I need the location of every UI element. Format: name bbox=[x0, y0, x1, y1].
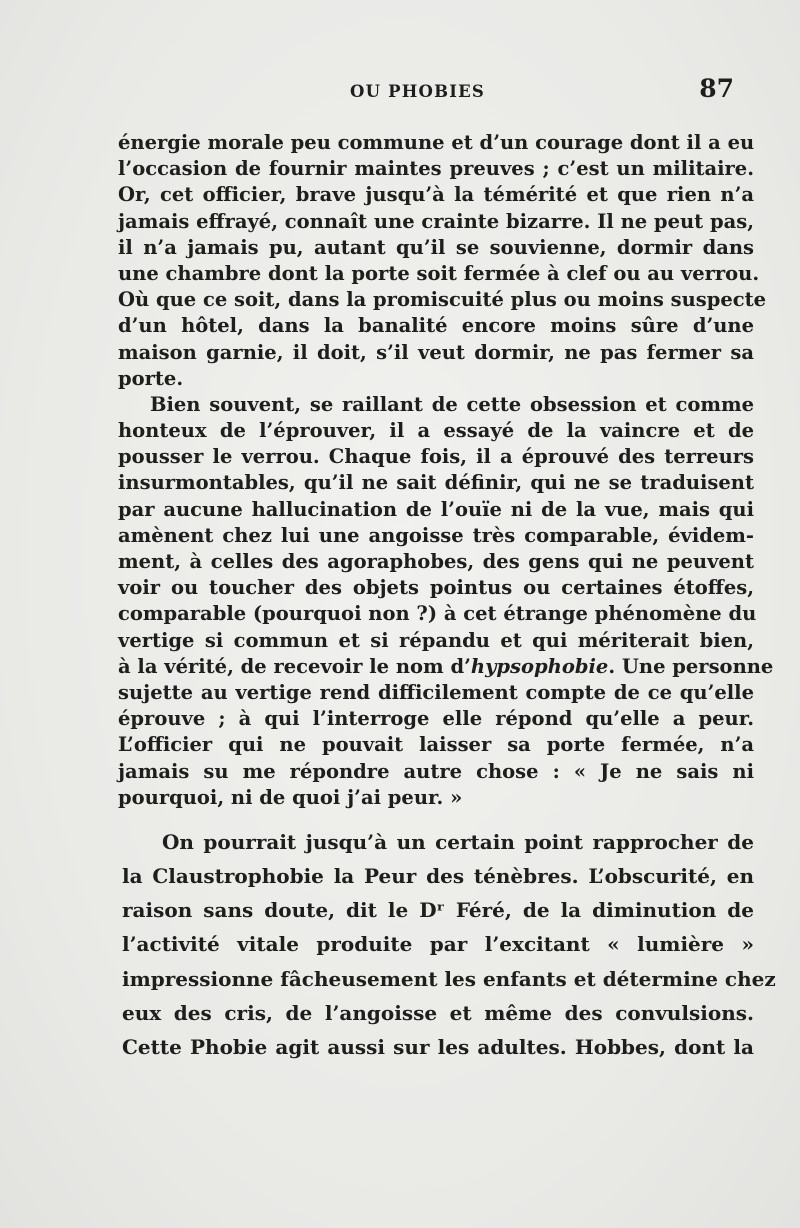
text-line: Bien souvent, se raillant de cette obsession et comme bbox=[150, 392, 754, 416]
text-line: maison garnie, il doit, s’il veut dormir, ne pas fermer sa bbox=[118, 340, 754, 364]
text-line: il n’a jamais pu, autant qu’il se souvienne, dormir dans bbox=[118, 235, 754, 259]
text-line: honteux de l’éprouver, il a essayé de la vaincre et de bbox=[118, 419, 754, 443]
text-line: énergie morale peu commune et d’un courage dont il a eu bbox=[118, 131, 755, 154]
text-line: par aucune hallucination de l’ouïe ni de la vue, mais qui bbox=[118, 497, 754, 521]
text-line: Où que ce soit, dans la promiscuité plus ou moins suspecte bbox=[118, 288, 767, 312]
text-line: amènent chez lui une angoisse très comparable, évidem- bbox=[118, 523, 754, 547]
paragraph-2 bbox=[118, 392, 774, 811]
text-line: comparable (pourquoi non ?) à cet étrange phénomène du bbox=[118, 602, 757, 626]
text-line: une chambre dont la porte soit fermée à clef ou au verrou. bbox=[118, 261, 760, 285]
text-line bbox=[118, 654, 774, 680]
page-header bbox=[118, 72, 738, 112]
running-title: OU PHOBIES bbox=[350, 82, 486, 101]
text-line: pousser le verrou. Chaque fois, il a éprouvé des terreurs bbox=[118, 445, 754, 469]
text-line: éprouve ; à qui l’interroge elle répond qu’elle a peur. bbox=[118, 707, 754, 731]
body-text bbox=[118, 130, 776, 1064]
text-line: Cette Phobie agit aussi sur les adultes. Hobbes, dont la bbox=[122, 1035, 754, 1059]
text-segment: à la vérité, de recevoir le nom d’ bbox=[118, 654, 471, 678]
text-line: ment, à celles des agoraphobes, des gens qui ne peuvent bbox=[118, 550, 754, 573]
italic-term: hypsophobie bbox=[470, 654, 609, 678]
text-line: la Claustrophobie la Peur des ténèbres. L’obscurité, en bbox=[122, 864, 754, 889]
text-line: pourquoi, ni de quoi j’ai peur. » bbox=[118, 785, 463, 809]
text-line: voir ou toucher des objets pointus ou certaines étoffes, bbox=[118, 576, 754, 600]
text-line: sujette au vertige rend difficilement compte de ce qu’elle bbox=[118, 680, 754, 704]
text-line: L’officier qui ne pouvait laisser sa porte fermée, n’a bbox=[118, 733, 754, 757]
text-line: vertige si commun et si répandu et qui mériterait bien, bbox=[118, 628, 754, 652]
text-line: On pourrait jusqu’à un certain point rapprocher de bbox=[162, 829, 754, 854]
page-number: 87 bbox=[699, 74, 734, 103]
text-line: d’un hôtel, dans la banalité encore moins sûre d’une bbox=[118, 314, 754, 338]
text-line: eux des cris, de l’angoisse et même des convulsions. bbox=[122, 1000, 754, 1025]
text-line: jamais effrayé, connaît une crainte bizarre. Il ne peut pas, bbox=[118, 209, 754, 233]
paragraph-1 bbox=[118, 130, 767, 392]
text-line: l’activité vitale produite par l’excitant « lumière » bbox=[122, 932, 754, 957]
text-line: jamais su me répondre autre chose : « Je ne sais ni bbox=[118, 759, 754, 783]
text-line: insurmontables, qu’il ne sait définir, qui ne se traduisent bbox=[118, 471, 754, 495]
paragraph-3 bbox=[122, 825, 776, 1064]
text-line: porte. bbox=[118, 366, 184, 390]
text-line: raison sans doute, dit le Dʳ Féré, de la diminution de bbox=[122, 898, 754, 923]
text-line: impressionne fâcheusement les enfants et détermine chez bbox=[122, 966, 776, 991]
text-line: l’occasion de fournir maintes preuves ; c’est un militaire. bbox=[118, 157, 754, 181]
paragraph-gap bbox=[118, 811, 754, 825]
text-segment: . Une personne bbox=[608, 654, 774, 678]
text-line: Or, cet officier, brave jusqu’à la témérité et que rien n’a bbox=[118, 183, 754, 207]
